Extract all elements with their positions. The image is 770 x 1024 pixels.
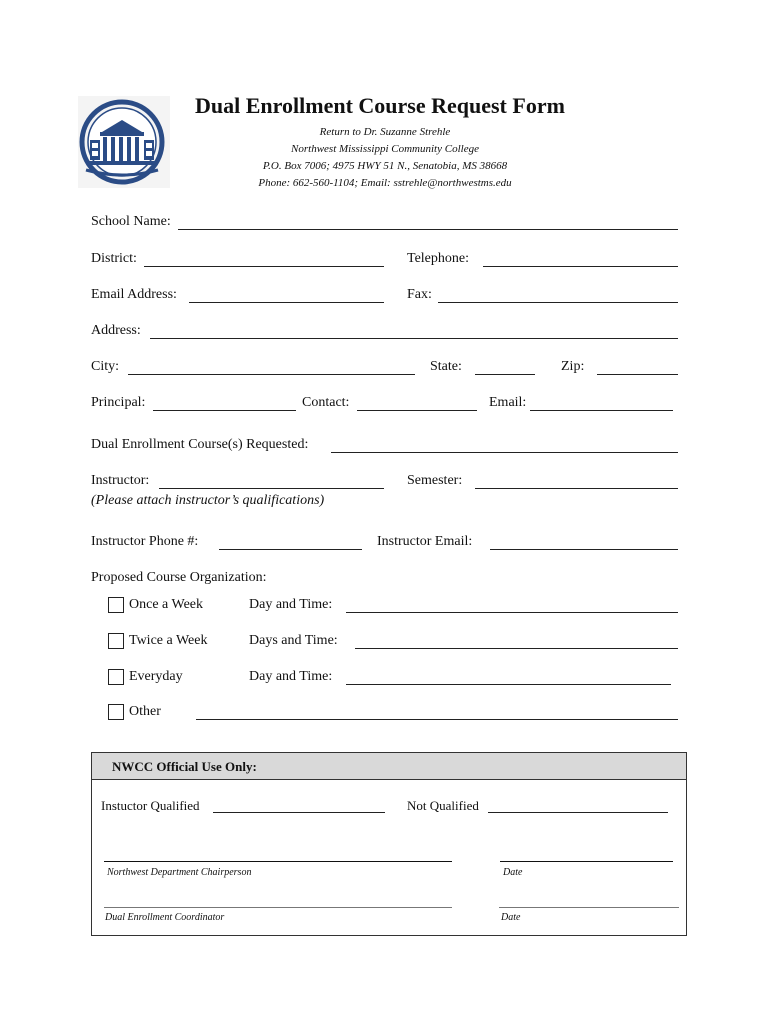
chairperson-signature-line [104,861,452,862]
twice-a-week-time-line [355,648,678,649]
contact-line: Phone: 662-560-1104; Email: sstrehle@northwestms.edu [258,177,512,189]
course-organization-heading: Proposed Course Organization: [91,570,267,585]
coordinator-date-line [499,907,679,908]
courses-requested-label: Dual Enrollment Course(s) Requested: [91,437,309,452]
instructor-email-line [490,549,678,550]
once-a-week-time-label: Day and Time: [249,597,333,612]
semester-label: Semester: [407,473,463,488]
fax-line [438,302,678,303]
chairperson-date-input[interactable] [502,845,671,859]
twice-a-week-checkbox[interactable] [108,633,124,649]
address-input[interactable] [152,323,676,337]
other-checkbox[interactable] [108,704,124,720]
semester-line [475,488,678,489]
official-use-heading: NWCC Official Use Only: [112,759,257,774]
everyday-time-line [346,684,671,685]
district-line [144,266,384,267]
other-label: Other [129,704,161,719]
email-address-input[interactable] [191,287,382,301]
twice-a-week-time-label: Days and Time: [249,633,338,648]
official-use-header [92,753,686,780]
telephone-line [483,266,678,267]
contact-line [357,410,477,411]
telephone-label: Telephone: [407,251,469,266]
email-address-line [189,302,384,303]
zip-label: Zip: [561,359,585,374]
instructor-note: (Please attach instructor’s qualifications) [91,493,325,508]
once-a-week-time-input[interactable] [348,597,676,611]
twice-a-week-time-input[interactable] [357,633,676,647]
courses-requested-input[interactable] [333,437,676,451]
not-qualified-input[interactable] [490,798,666,812]
other-input[interactable] [198,704,676,718]
coordinator-signature-input[interactable] [106,891,450,905]
everyday-checkbox[interactable] [108,669,124,685]
everyday-time-label: Day and Time: [249,669,333,684]
other-line [196,719,678,720]
instructor-email-input[interactable] [492,534,676,548]
college-name-line: Northwest Mississippi Community College [291,143,479,155]
once-a-week-checkbox[interactable] [108,597,124,613]
principal-input[interactable] [155,395,294,409]
school-name-line [178,229,678,230]
not-qualified-label: Not Qualified [407,798,479,813]
instructor-line [159,488,384,489]
city-input[interactable] [130,359,413,373]
chairperson-date-line [500,861,673,862]
contact-label: Contact: [302,395,350,410]
address-line: P.O. Box 7006; 4975 HWY 51 N., Senatobia, MS 38668 [262,160,508,172]
school-name-input[interactable] [180,214,676,228]
district-input[interactable] [146,251,382,265]
email-address-label: Email Address: [91,287,177,302]
courses-requested-line [331,452,678,453]
everyday-time-input[interactable] [348,669,669,683]
zip-input[interactable] [599,359,676,373]
fax-input[interactable] [440,287,676,301]
chairperson-caption: Northwest Department Chairperson [107,867,252,878]
college-logo [78,96,170,188]
instructor-phone-line [219,549,362,550]
return-to-line: Return to Dr. Suzanne Strehle [319,126,451,138]
official-use-box [91,752,687,936]
coordinator-date-input[interactable] [501,891,677,905]
instructor-qualified-input[interactable] [215,798,383,812]
coordinator-caption: Dual Enrollment Coordinator [105,912,225,923]
state-input[interactable] [477,359,533,373]
state-line [475,374,535,375]
twice-a-week-label: Twice a Week [129,633,208,648]
email-input[interactable] [532,395,671,409]
instructor-qualified-label: Instuctor Qualified [101,798,200,813]
address-label: Address: [91,323,141,338]
instructor-qualified-line [213,812,385,813]
fax-label: Fax: [407,287,432,302]
everyday-label: Everyday [129,669,183,684]
instructor-email-label: Instructor Email: [377,534,473,549]
instructor-phone-input[interactable] [221,534,360,548]
email-label: Email: [489,395,527,410]
once-a-week-label: Once a Week [129,597,204,612]
email-line [530,410,673,411]
contact-input[interactable] [359,395,475,409]
address-line [150,338,678,339]
school-name-label: School Name: [91,214,171,229]
principal-label: Principal: [91,395,146,410]
instructor-phone-label: Instructor Phone #: [91,534,199,549]
coordinator-signature-line [104,907,452,908]
district-label: District: [91,251,137,266]
principal-line [153,410,296,411]
instructor-input[interactable] [161,473,382,487]
college-building-seal-icon [78,96,170,188]
once-a-week-time-line [346,612,678,613]
chairperson-date-caption: Date [503,867,523,878]
coordinator-date-caption: Date [501,912,521,923]
not-qualified-line [488,812,668,813]
instructor-label: Instructor: [91,473,150,488]
city-line [128,374,415,375]
zip-line [597,374,678,375]
telephone-input[interactable] [485,251,676,265]
city-label: City: [91,359,120,374]
semester-input[interactable] [477,473,676,487]
form-title: Dual Enrollment Course Request Form [195,93,565,118]
state-label: State: [430,359,462,374]
chairperson-signature-input[interactable] [106,845,450,859]
